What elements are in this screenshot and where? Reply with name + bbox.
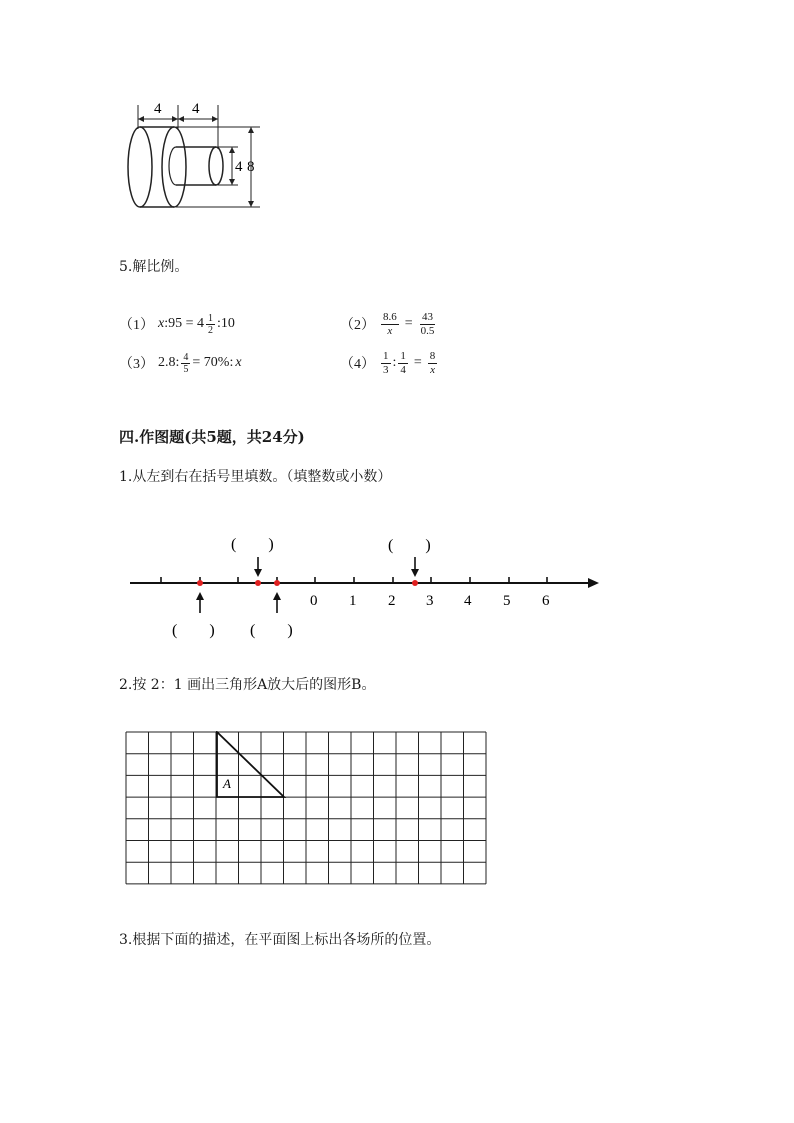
equals-sign: =: [404, 316, 413, 331]
fraction-denominator: 5: [183, 363, 189, 375]
item-number: （3）: [119, 357, 154, 372]
down-arrow-icon: [411, 569, 419, 577]
fraction-denominator: 3: [383, 363, 389, 376]
item-number: （1）: [119, 318, 154, 333]
down-arrow-icon: [254, 569, 262, 577]
point-marker: [255, 580, 261, 586]
equals-sign: =: [413, 355, 422, 370]
equation-part: 2.8:: [158, 355, 180, 370]
grid-figure: [125, 731, 490, 886]
fraction: [398, 350, 408, 377]
fraction-numerator: 1: [383, 349, 389, 362]
fraction-denominator: 4: [400, 363, 406, 376]
triangle-label: A: [223, 776, 231, 791]
tick-label: 3: [426, 593, 434, 609]
point-marker: [197, 580, 203, 586]
variable-x: x: [158, 316, 165, 331]
item-number: （2）: [340, 318, 375, 333]
dim-label: 4: [154, 101, 162, 117]
fraction: [381, 350, 391, 377]
tick-label: 6: [542, 593, 550, 609]
fraction: [428, 350, 438, 377]
point-marker: [274, 580, 280, 586]
up-arrow-icon: [273, 592, 281, 600]
answer-blank[interactable]: ( ): [250, 622, 293, 639]
equation-part: :10: [217, 316, 235, 331]
dim-label: 4: [235, 159, 243, 175]
fraction-numerator: 1: [208, 312, 214, 324]
fraction-denominator: 2: [208, 324, 214, 336]
tick-label: 2: [388, 593, 396, 609]
item-number: （4）: [340, 357, 375, 372]
fraction-numerator: 8.6: [383, 310, 397, 323]
answer-blank[interactable]: ( ): [388, 537, 431, 554]
fraction: [206, 313, 215, 336]
fraction: [419, 311, 437, 338]
colon: :: [392, 355, 397, 370]
cylinder-figure: [118, 95, 268, 210]
fraction-numerator: 4: [183, 351, 189, 363]
number-line: [125, 525, 605, 645]
problem-2-title: 2.按 2：1 画出三角形A放大后的图形B。: [119, 677, 376, 693]
fraction: [381, 311, 399, 338]
tick-label: 1: [349, 593, 357, 609]
dim-label: 4: [192, 101, 200, 117]
fraction-numerator: 43: [422, 310, 434, 323]
fraction-denominator: 0.5: [420, 324, 435, 337]
equation-part: = 70%:: [192, 355, 234, 370]
fraction-numerator: 8: [429, 349, 436, 362]
fraction: [181, 352, 190, 375]
answer-blank[interactable]: ( ): [172, 622, 215, 639]
q5-item-4: [340, 346, 439, 380]
dim-label: 8: [247, 159, 255, 175]
q5-item-1: [119, 312, 235, 336]
fraction-denominator: x: [430, 363, 435, 376]
section-heading: 四.作图题(共5题，共24分): [119, 428, 305, 446]
q5-item-2: [340, 308, 438, 340]
problem-1-title: 1.从左到右在括号里填数。（填整数或小数）: [119, 469, 392, 485]
tick-label: 5: [503, 593, 511, 609]
variable-x: x: [235, 355, 242, 370]
point-marker: [412, 580, 418, 586]
q5-item-3: [119, 350, 242, 376]
fraction-denominator: x: [387, 324, 393, 337]
equation-part: :95 = 4: [164, 316, 205, 331]
answer-blank[interactable]: ( ): [231, 536, 274, 553]
problem-3-title: 3.根据下面的描述，在平面图上标出各场所的位置。: [119, 932, 441, 948]
tick-label: 0: [310, 593, 318, 609]
tick-label: 4: [464, 593, 472, 609]
fraction-numerator: 1: [400, 349, 406, 362]
q5-title: 5.解比例。: [119, 259, 189, 275]
up-arrow-icon: [196, 592, 204, 600]
